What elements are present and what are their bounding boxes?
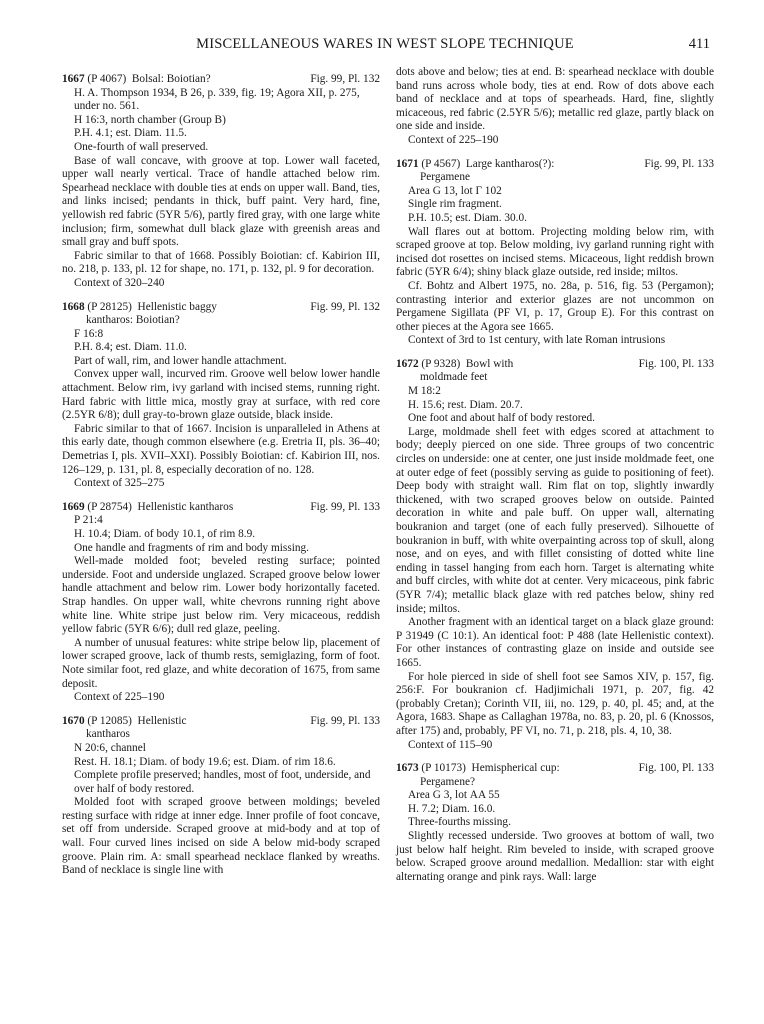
entry-paragraph: Molded foot with scraped groove between moldings; beveled resting surface with ridge at inner edge. Inner profile of foot concave, set off from underside. Scraped groove at mid-body and at top of wall. Four curved lines incised on side A below mid-body scraped groove. Plain rim. A: small spearhead necklace flanked by wreaths. Band of necklace is single line with xyxy=(62,796,380,877)
entry-meta: Three-fourths missing. xyxy=(408,816,511,829)
figure-reference: Fig. 99, Pl. 133 xyxy=(310,500,380,513)
catalogue-entry xyxy=(62,715,380,878)
running-head: MISCELLANEOUS WARES IN WEST SLOPE TECHNIQUE xyxy=(196,36,574,52)
catalogue-entry xyxy=(396,358,714,752)
entry-heading xyxy=(396,358,714,372)
entry-number: 1673 xyxy=(396,762,419,775)
entry-heading-left xyxy=(62,501,304,515)
entry-meta: Part of wall, rim, and lower handle attachment. xyxy=(74,354,287,367)
inventory-number: (P 12085) xyxy=(87,714,132,727)
entry-heading-left xyxy=(62,73,304,87)
inventory-number: (P 9328) xyxy=(421,357,461,370)
entry-heading xyxy=(396,762,714,776)
entry-heading xyxy=(396,158,714,172)
entry-meta: P 21:4 xyxy=(74,514,103,527)
entry-heading xyxy=(62,73,380,87)
entry-paragraph: Fabric similar to that of 1667. Incision is unparalleled in Athens at this early date, though common elsewhere (e.g. Eretria II, pls. 36–40; Demetrias I, pls. XVII–XXI). Possibly Boiotian: cf. Kabirion III, nos. 126–129, p. 131, pl. 8, especially decoration of no. 128. xyxy=(62,422,380,476)
entry-paragraph: For hole pierced in side of shell foot see Samos XIV, p. 157, fig. 256:F. For boukranion cf. Hadjimichali 1971, p. 207, fig. 42 (probably Cretan); Corinth VII, iii, no. 129, p. 40, pl. 45; and, at the Agora, 1683. Shape as Callaghan 1978a, no. 83, p. 20, pl. 6 (Knossos, after 175) and, probably, PF VI, no. 71, p. 218, pls. 4, 10, 38. xyxy=(396,670,714,737)
entry-heading-left xyxy=(396,358,633,372)
entry-number: 1671 xyxy=(396,157,419,170)
entry-title: Hemispherical cup: xyxy=(471,762,560,775)
entry-heading xyxy=(62,301,380,315)
entry-paragraph: Large, moldmade shell feet with edges scored at attachment to body; deeply pierced on one side. Three groups of two concentric circles on underside: one at center, one just inside moldmade feet, one at outer edge of feet (possibly serving as guide to positioning of feet). Deep body with straight wall. Rim flat on top, slightly inwardly thickened, with two scraped grooves below on outside. Painted decoration in white and pale buff. On upper wall, alternating boukranion and target (one of each fully preserved). Silhouette of boukranion in buff, with white overpainting across top of skull, along nose, and on eyes, and with fillet consisting of dotted white line ending in tassel hanging from each horn. Target is alternating white and buff circles, with white dot at center. Very micaceous, pink fabric (5YR 7/4); metallic black glaze with red patches below, shiny red inside; miltos. xyxy=(396,425,714,615)
figure-reference: Fig. 100, Pl. 133 xyxy=(638,762,714,775)
inventory-number: (P 4567) xyxy=(421,157,461,170)
entry-number: 1668 xyxy=(62,300,85,313)
entry-context: Context of 325–275 xyxy=(74,477,165,490)
inventory-number: (P 10173) xyxy=(421,762,466,775)
catalogue-entry xyxy=(396,762,714,884)
entry-paragraph: Fabric similar to that of 1668. Possibly Boiotian: cf. Kabirion III, no. 218, p. 133, pl. 12 for shape, no. 171, p. 132, pl. 9 for decoration. xyxy=(62,249,380,276)
entry-meta: One handle and fragments of rim and body missing. xyxy=(74,541,309,554)
entry-title: Bolsal: Boiotian? xyxy=(131,73,211,85)
right-column xyxy=(396,66,714,894)
figure-reference: Fig. 99, Pl. 133 xyxy=(310,714,380,727)
entry-meta: H. 10.4; Diam. of body 10.1, of rim 8.9. xyxy=(74,528,256,540)
entry-number: 1667 xyxy=(62,73,85,85)
entry-paragraph: Wall flares out at bottom. Projecting molding below rim, with scraped groove at top. Below molding, ivy garland running right with incised dot rosettes on incised stems. Micaceous, light reddish brown fabric (5YR 6/4); shiny black glaze outside, red inside; miltos. xyxy=(396,225,714,279)
entry-title: Large kantharos(?): xyxy=(465,157,555,170)
entry-meta: Rest. H. 18.1; Diam. of body 19.6; est. Diam. of rim 18.6. xyxy=(74,755,336,768)
entry-paragraph: A number of unusual features: white stripe below lip, placement of lower scraped groove, lack of thumb rests, semiglazing, form of foot. Note similar foot, red glaze, and white decoration of 1675, from same deposit. xyxy=(62,636,380,690)
entry-number: 1669 xyxy=(62,500,85,513)
entry-title-continued: kantharos xyxy=(86,728,130,741)
right-entries xyxy=(396,158,714,885)
figure-reference: Fig. 99, Pl. 132 xyxy=(310,300,380,313)
entry-heading-left xyxy=(396,158,638,172)
entry-context: Context of 225–190 xyxy=(408,133,499,146)
entry-meta: Single rim fragment. xyxy=(408,198,502,211)
entry-meta: Area G 13, lot Γ 102 xyxy=(408,184,502,197)
entry-meta: P.H. 10.5; est. Diam. 30.0. xyxy=(408,211,527,224)
entry-meta: H. 7.2; Diam. 16.0. xyxy=(408,802,496,815)
entry-meta: H. 15.6; rest. Diam. 20.7. xyxy=(408,398,523,411)
entry-heading-left xyxy=(62,301,304,315)
entry-paragraph: Another fragment with an identical target on a black glaze ground: P 31949 (C 10:1). An identical foot: P 488 (late Hellenistic context). For other instances of contrasting glaze on inside and outside see 1665. xyxy=(396,616,714,669)
figure-reference: Fig. 100, Pl. 133 xyxy=(638,357,714,370)
page-number: 411 xyxy=(688,36,710,52)
left-column xyxy=(62,73,380,888)
entry-meta: One-fourth of wall preserved. xyxy=(74,140,209,153)
entry-title-continued: Pergamene? xyxy=(420,775,475,788)
entry-paragraph: Base of wall concave, with groove at top. Lower wall faceted, upper wall nearly vertical. Trace of handle attached below rim. Spearhead necklace with double ties at ends on upper wall. Band, ties, and links incised; pendants in thick, buff paint. Very hard, fine, yellowish red fabric (5YR 5/6), partly fired gray, with one large white inclusion; firm, somewhat dull black glaze with greenish areas and small gray and buff spots. xyxy=(62,154,380,249)
entry-context: Context of 115–90 xyxy=(408,738,493,751)
entry-title: Hellenistic kantharos xyxy=(137,500,234,513)
entry-heading-left xyxy=(62,715,304,729)
figure-reference: Fig. 99, Pl. 133 xyxy=(644,157,714,170)
entry-meta: H 16:3, north chamber (Group B) xyxy=(74,113,226,126)
inventory-number: (P 4067) xyxy=(87,73,127,85)
catalogue-entry xyxy=(62,73,380,291)
catalogue-entry xyxy=(396,158,714,348)
entry-title-continued: kantharos: Boiotian? xyxy=(86,314,180,327)
entry-title: Bowl with xyxy=(465,357,514,370)
entry-meta: One foot and about half of body restored. xyxy=(408,412,595,425)
catalogue-entry xyxy=(62,301,380,491)
entry-meta: P.H. 8.4; est. Diam. 11.0. xyxy=(74,341,187,354)
entry-heading xyxy=(62,501,380,515)
entry-meta: Area G 3, lot ΑΑ 55 xyxy=(408,789,500,802)
entry-paragraph: dots above and below; ties at end. B: spearhead necklace with double band runs across whole body, ties at end. Row of dots above each band of necklace and at tops of spearheads. Hard, fine, slightly micaceous, red fabric (2.5YR 5/6); metallic red glaze, partly black on one side and inside. xyxy=(396,66,714,133)
entry-paragraph: Cf. Bohtz and Albert 1975, no. 28a, p. 516, fig. 53 (Pergamon); contrasting interior and exterior glazes are not uncommon on Pergamene Sigillata (PF VI, p. 17, Group E). For this contrast on other pieces at the Agora see 1665. xyxy=(396,279,714,333)
entry-title: Hellenistic xyxy=(137,714,187,727)
inventory-number: (P 28754) xyxy=(87,500,132,513)
entry-title: Hellenistic baggy xyxy=(137,300,217,313)
entry-title-continued: moldmade feet xyxy=(420,371,488,384)
entry-number: 1670 xyxy=(62,714,85,727)
catalogue-entry xyxy=(62,501,380,705)
continued-entry xyxy=(396,66,714,148)
page-header xyxy=(60,36,710,54)
entry-meta: H. A. Thompson 1934, B 26, p. 339, fig. 19; Agora XII, p. 275, under no. 561. xyxy=(74,86,360,113)
entry-heading-left xyxy=(396,762,633,776)
entry-heading xyxy=(62,715,380,729)
entry-number: 1672 xyxy=(396,357,419,370)
entry-paragraph: Well-made molded foot; beveled resting surface; pointed underside. Foot and underside unglazed. Scraped groove below lower handle attachment and below rim. Lower body horizontally faceted. Strap handles. On upper wall, white chevrons running right above white line. White stripe just below rim. Very micaceous, reddish yellow fabric (5YR 6/6); dull red glaze, peeling. xyxy=(62,555,380,636)
entry-context: Context of 225–190 xyxy=(74,691,165,704)
figure-reference: Fig. 99, Pl. 132 xyxy=(310,73,380,85)
entry-title-continued: Pergamene xyxy=(420,171,470,184)
entry-context: Context of 3rd to 1st century, with late Roman intrusions xyxy=(408,334,666,347)
entry-meta: F 16:8 xyxy=(74,327,104,340)
entry-meta: N 20:6, channel xyxy=(74,741,146,754)
entry-paragraph: Slightly recessed underside. Two grooves at bottom of wall, two just below half height. Rim beveled to inside, with scraped groove below. Scraped groove around medallion. Medallion: star with eight alternating orange and pink rays. Wall: large xyxy=(396,830,714,883)
entry-meta: M 18:2 xyxy=(408,385,441,398)
entry-meta: P.H. 4.1; est. Diam. 11.5. xyxy=(74,127,187,140)
entry-context: Context of 320–240 xyxy=(74,276,165,289)
inventory-number: (P 28125) xyxy=(87,300,132,313)
entry-paragraph: Convex upper wall, incurved rim. Groove well below lower handle attachment. Below rim, ivy garland with incised stems, running right. Hard fabric with little mica, mostly gray at surface, with red core (2.5YR 6/8); dull gray-to-brown glaze outside, black inside. xyxy=(62,368,380,422)
entry-meta: Complete profile preserved; handles, most of foot, underside, and over half of body restored. xyxy=(74,769,371,795)
